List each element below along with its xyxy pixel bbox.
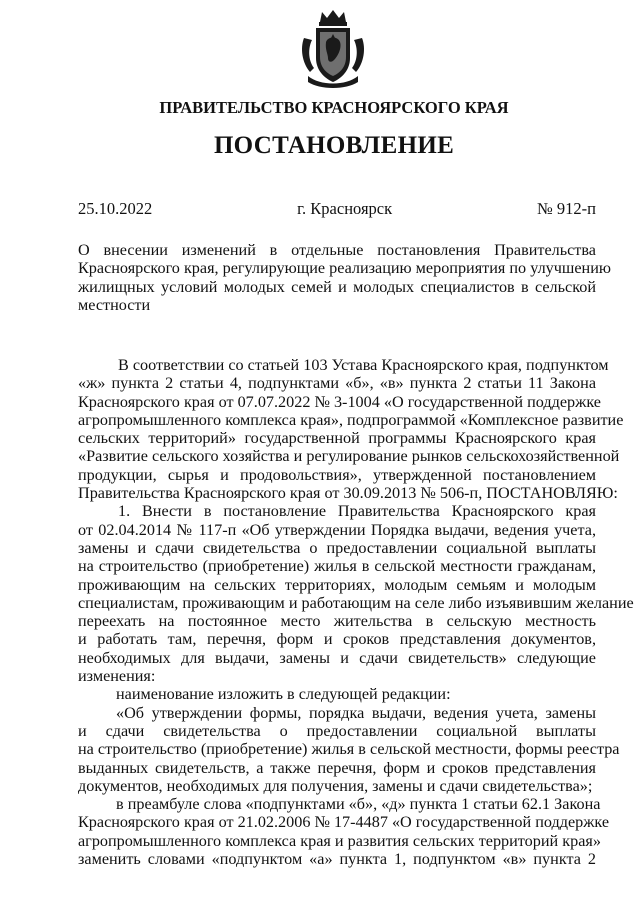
body-line: изменения: [78,667,156,686]
body-line: «Об утверждении формы, порядка выдачи, ведения учета, замены [116,703,596,722]
document-date: 25.10.2022 [78,199,153,218]
body-line: на строительство (приобретение) жилья в сельской местности гражданам, [78,557,596,576]
body-line: В соответствии со статьей 103 Устава Красноярского края, подпунктом [118,356,609,374]
body-line: проживающим на сельских территориях, молодым семьям и молодым [78,575,596,594]
body-line: выданных свидетельств, а также перечня, форм и сроков представления [78,758,596,777]
body-line: документов, необходимых для получения, замены и сдачи свидетельства»; [78,776,593,795]
government-title: ПРАВИТЕЛЬСТВО КРАСНОЯРСКОГО КРАЯ [159,98,509,117]
document-subject [78,241,611,314]
body-line: сельских территорий» государственной программы Красноярского края [78,429,596,448]
subject-line: О внесении изменений в отдельные постановления Правительства [78,241,596,259]
body-line: агропромышленного комплекса края и развития сельских территорий края» [78,831,601,850]
subject-line: Красноярского края, регулирующие реализацию мероприятия по улучшению [78,259,611,278]
body-line: агропромышленного комплекса края», подпрограммой «Комплексное развитие [78,410,624,429]
body-line: и работать там, перечня, форм и сроков представления документов, [78,630,596,649]
body-line: заменить словами «подпунктом «а» пункта 1, подпунктом «в» пункта 2 [78,850,596,869]
document-city: г. Красноярск [297,199,393,218]
subject-line: местности [78,295,151,314]
body-line: Красноярского края от 21.02.2006 № 17-4487 «О государственной поддержке [78,813,610,832]
body-line: «Развитие сельского хозяйства и регулирование рынков сельскохозяйственной [78,447,620,466]
body-line: Красноярского края от 07.07.2022 № 3-1004 «О государственной поддержке [78,392,601,411]
body-line: специалистам, проживающим и работающим на селе либо изъявившим желание [78,593,634,612]
body-line: замены и сдачи свидетельства о предоставлении социальной выплаты [78,538,596,557]
body-line: «ж» пункта 2 статьи 4, подпунктами «б», «в» пункта 2 статьи 11 Закона [78,374,596,393]
body-line: в преамбуле слова «подпунктами «б», «д» пункта 1 статьи 62.1 Закона [116,795,601,814]
body-line: продукции, сырья и продовольствия», утвержденной постановлением [78,465,596,484]
body-line: от 02.04.2014 № 117-п «Об утверждении Порядка выдачи, ведения учета, [78,520,596,539]
document-number: № 912-п [537,199,596,218]
body-line: переехать на постоянное место жительства в сельскую местность [78,612,596,631]
body-line: 1. Внести в постановление Правительства Красноярского края [118,502,596,521]
body-line: Правительства Красноярского края от 30.09.2013 № 506-п, ПОСТАНОВЛЯЮ: [78,484,618,503]
document-meta-row [78,199,596,221]
subject-line: жилищных условий молодых семей и молодых специалистов в сельской [78,277,596,296]
coat-of-arms-icon [298,8,368,90]
document-body [78,356,634,869]
body-line: наименование изложить в следующей редакции: [116,685,451,704]
body-line: на строительство (приобретение) жилья в сельской местности, формы реестра [78,740,620,759]
document-type-title: ПОСТАНОВЛЕНИЕ [213,132,455,159]
body-line: необходимых для выдачи, замены и сдачи свидетельств» следующие [78,648,596,667]
body-line: и сдачи свидетельства о предоставлении социальной выплаты [78,721,596,740]
